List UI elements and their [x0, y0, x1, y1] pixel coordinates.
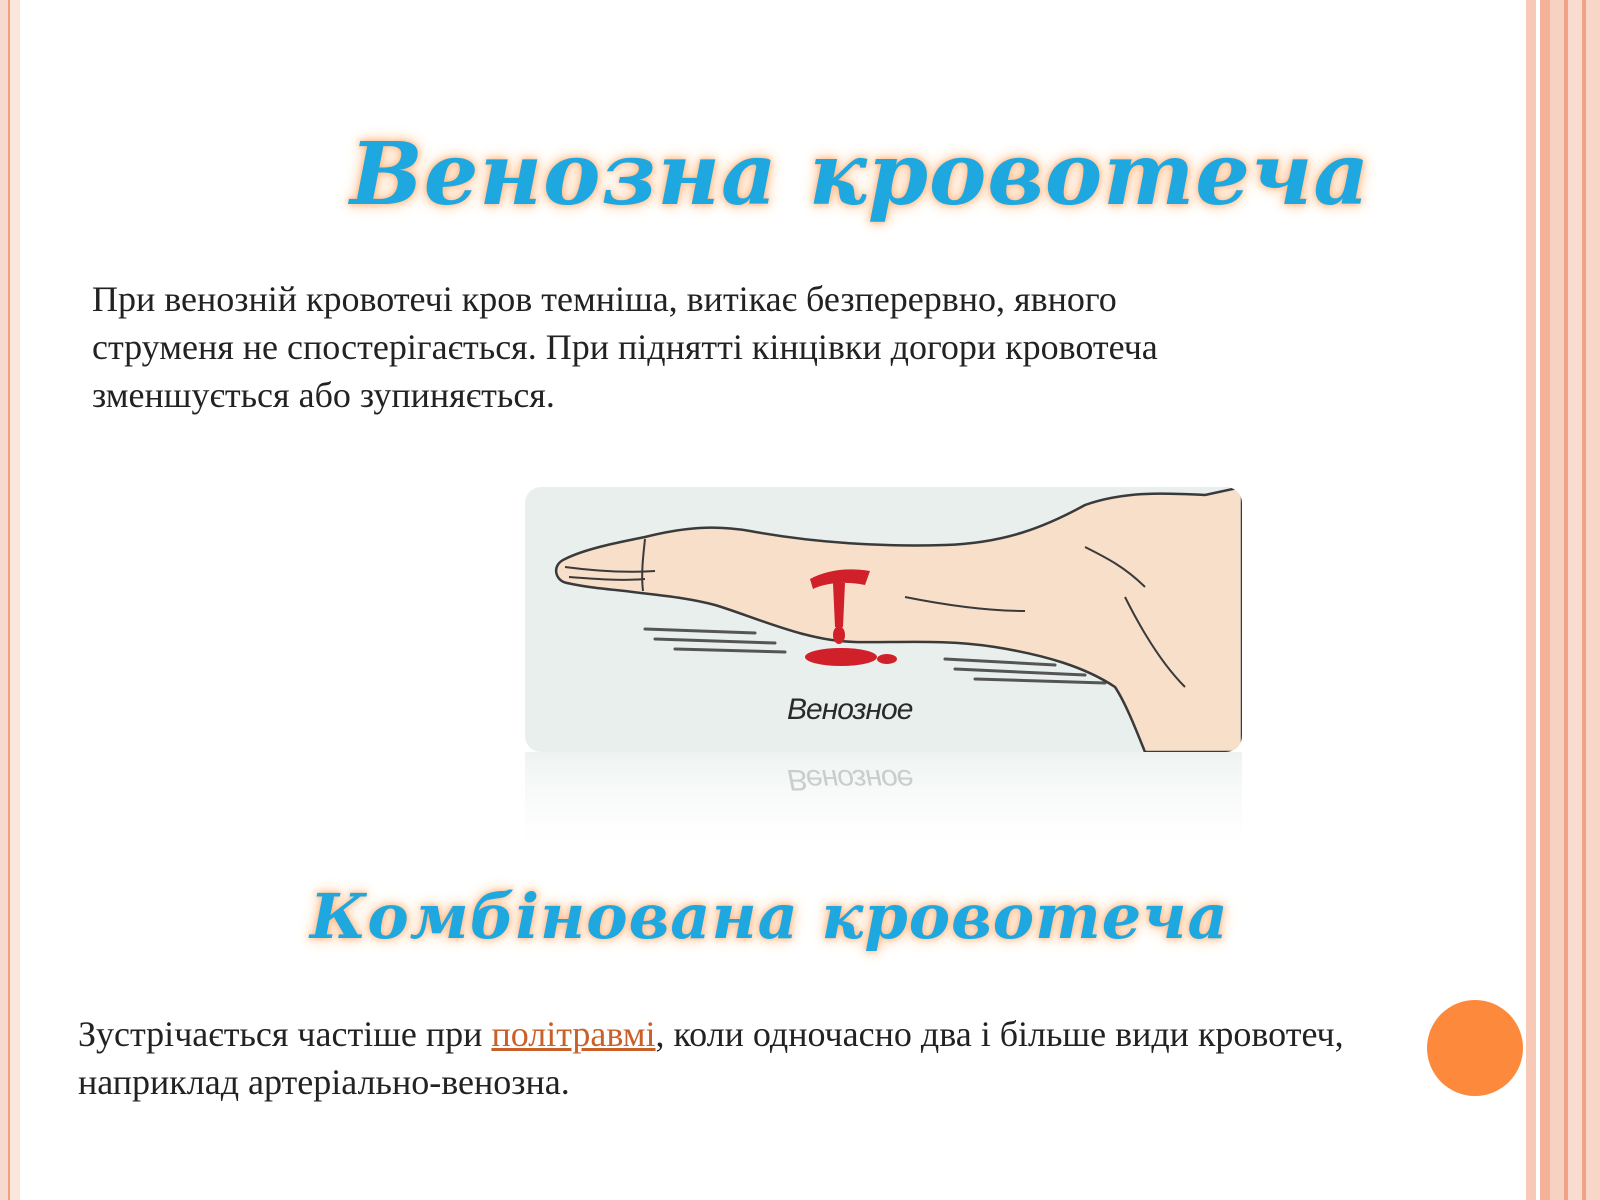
arm-illustration [525, 487, 1242, 752]
orange-circle-decoration [1427, 1000, 1523, 1096]
right-border-decoration [1526, 0, 1600, 1200]
figure-caption: Венозное [787, 693, 913, 726]
image-reflection [525, 752, 1242, 842]
combined-text-after: , коли одночасно два і більше види кровотеч, наприклад артеріально-венозна. [78, 1014, 1344, 1102]
slide-title: Венозна кровотеча [350, 124, 1371, 225]
combined-description [78, 1010, 1378, 1106]
reflected-caption: Венозное [787, 763, 913, 796]
left-border-decoration [0, 0, 20, 1200]
venous-description: При венозній кровотечі кров темніша, витікає безперервно, явного струменя не спостерігається. При піднятті кінцівки догори кровотеча зменшується або зупиняється. [92, 279, 1158, 415]
polytrauma-link[interactable]: політравмі [491, 1014, 656, 1054]
combined-text-before: Зустрічається частіше при [78, 1014, 492, 1054]
section-subtitle: Комбінована кровотеча [310, 880, 1229, 953]
